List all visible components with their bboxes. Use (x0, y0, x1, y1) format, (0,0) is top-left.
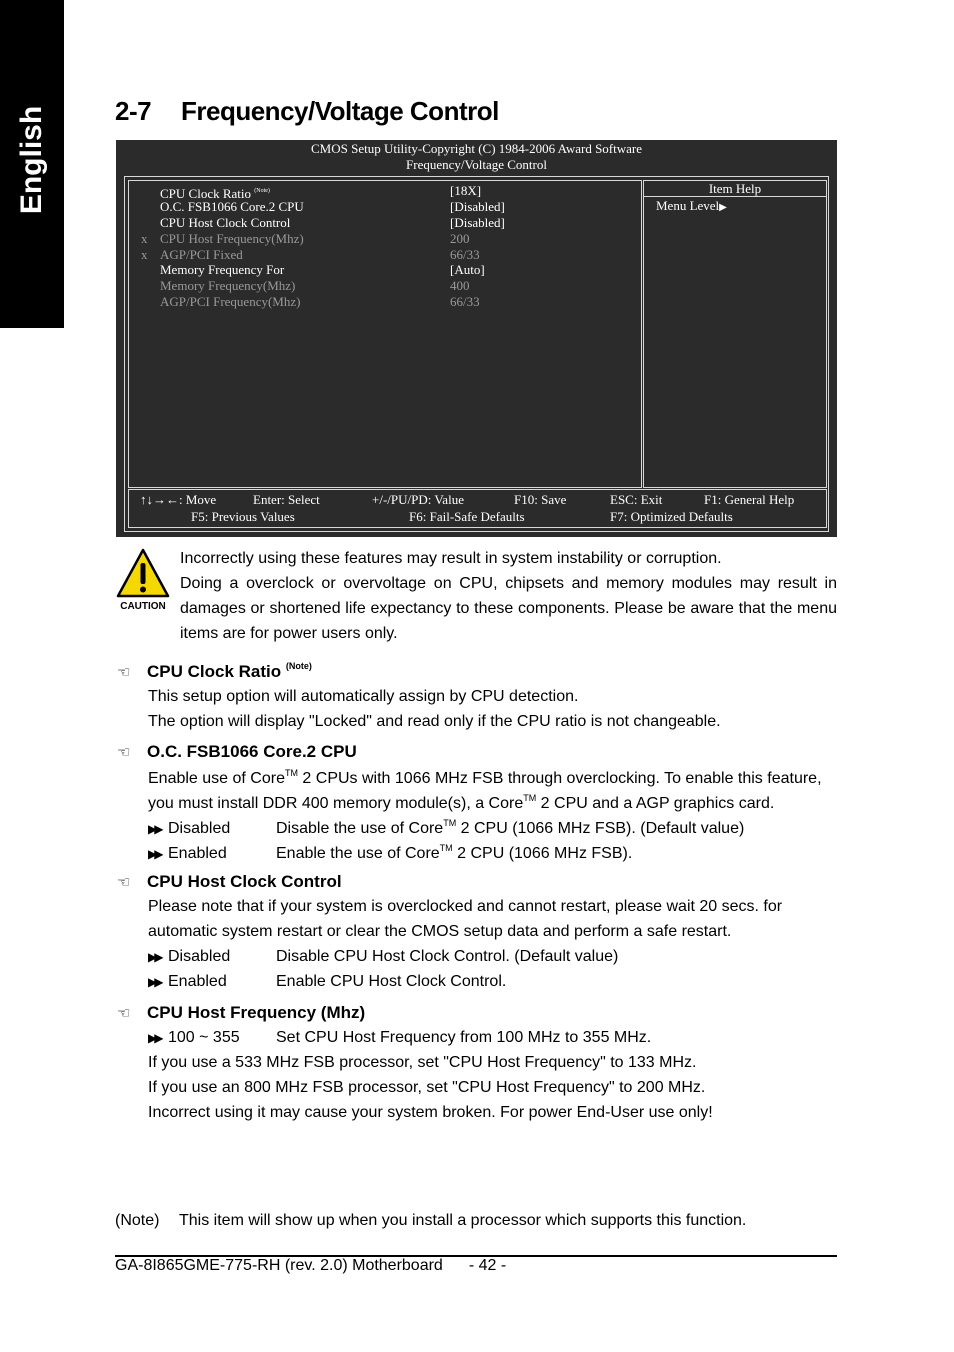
key-optimized: F7: Optimized Defaults (610, 509, 733, 524)
pointing-hand-icon: ☜ (117, 664, 131, 681)
double-arrow-icon: ▶▶ (148, 975, 161, 989)
pointing-hand-icon: ☜ (117, 744, 131, 761)
paragraph-line: If you use a 533 MHz FSB processor, set "CPU Host Frequency" to 133 MHz. (148, 1054, 697, 1071)
key-previous-values: F5: Previous Values (191, 509, 295, 524)
option-range: ▶▶ 100 ~ 355 Set CPU Host Frequency from 100 MHz to 355 MHz. (148, 1029, 652, 1046)
bios-header (116, 140, 837, 173)
bios-settings-panel: CPU Clock Ratio $^{(Note)}$ [18X] O.C. FSB1066 Core.2 CPU [Disabled] CPU Host Clock Control [Disabled] x CPU Host Frequency(Mhz) 200 x AGP/PCI Fixed 66/33 Memory Frequency For [Auto] Memory Frequency(Mhz) 400 AGP/PCI Frequency(Mhz) 66/33 (128, 180, 642, 488)
triangle-right-icon: ▶ (719, 202, 727, 213)
bios-value[interactable]: [Disabled] (450, 199, 505, 214)
section-name: Frequency/Voltage Control (181, 96, 499, 126)
language-tab-label: English (15, 105, 48, 215)
paragraph-line: If you use an 800 MHz FSB processor, set "CPU Host Frequency" to 200 MHz. (148, 1079, 706, 1096)
footer-model: GA-8I865GME-775-RH (rev. 2.0) Motherboard (115, 1257, 443, 1274)
page-number: - 42 - (468, 1257, 507, 1274)
bios-value: 66/33 (450, 247, 480, 262)
double-arrow-icon: ▶▶ (148, 822, 161, 836)
pointing-hand-icon: ☜ (117, 1005, 131, 1022)
bios-value[interactable]: [18X] (450, 183, 482, 198)
bios-help-panel (643, 180, 827, 488)
key-move: ↑↓→←: Move (140, 492, 217, 507)
help-menu-level: Menu Level▶ (656, 198, 727, 213)
heading-oc-fsb1066: ☜ O.C. FSB1066 Core.2 CPU (117, 742, 357, 761)
caution-icon (114, 546, 172, 614)
double-arrow-icon: ▶▶ (148, 1031, 161, 1045)
bios-value: 400 (450, 278, 470, 293)
heading-cpu-host-frequency: ☜ CPU Host Frequency (Mhz) (117, 1003, 366, 1022)
page-footer (115, 1257, 506, 1275)
key-value: +/-/PU/PD: Value (372, 492, 464, 507)
option-enabled: ▶▶ Enabled Enable CPU Host Clock Control. (148, 973, 507, 990)
double-arrow-icon: ▶▶ (148, 847, 161, 861)
pointing-hand-icon: ☜ (117, 874, 131, 891)
bios-value[interactable]: [Disabled] (450, 215, 505, 230)
key-fail-safe: F6: Fail-Safe Defaults (409, 509, 525, 524)
heading-cpu-clock-ratio: ☜ CPU Clock Ratio $^{(Note)}$ (117, 661, 312, 681)
paragraph-line: This setup option will automatically assign by CPU detection. (148, 688, 579, 705)
option-enabled: ▶▶ Enabled Enable the use of Core™ 2 CPU (1066 MHz FSB). (148, 843, 633, 862)
paragraph-line: Enable use of Core™ 2 CPUs with 1066 MHz FSB through overclocking. To enable this feature, (148, 768, 822, 787)
footnote (115, 1212, 746, 1230)
caution-paragraph: Doing a overclock or overvoltage on CPU, chipsets and memory modules may result in damages or shortened life expectancy to these components. Please be aware that the menu items are for power users only. (180, 575, 837, 642)
key-help: F1: General Help (704, 492, 795, 507)
paragraph-line: Incorrect using it may cause your system broken. For power End-User use only! (148, 1104, 713, 1121)
footnote-text: This item will show up when you install a processor which supports this function. (179, 1212, 747, 1229)
section-title (115, 96, 499, 127)
language-tab (0, 0, 64, 328)
paragraph-line: Please note that if your system is overclocked and cannot restart, please wait 20 secs. for (148, 898, 783, 915)
heading-cpu-host-clock-control: ☜ CPU Host Clock Control (117, 872, 342, 891)
bios-copyright: CMOS Setup Utility-Copyright (C) 1984-2006 Award Software (310, 141, 642, 156)
help-title: Item Help (644, 181, 826, 197)
footnote-label: (Note) (115, 1212, 160, 1229)
key-save: F10: Save (514, 492, 567, 507)
bios-value: 66/33 (450, 294, 480, 309)
bios-screen (116, 140, 837, 537)
bios-frame (124, 176, 829, 532)
option-disabled: ▶▶ Disabled Disable CPU Host Clock Control. (Default value) (148, 948, 619, 965)
key-exit: ESC: Exit (610, 492, 663, 507)
paragraph-line: automatic system restart or clear the CMOS setup data and perform a safe restart. (148, 923, 732, 940)
option-disabled: ▶▶ Disabled Disable the use of Core™ 2 CPU (1066 MHz FSB). (Default value) (148, 818, 745, 837)
double-arrow-icon: ▶▶ (148, 950, 161, 964)
bios-menu-title: Frequency/Voltage Control (406, 157, 547, 172)
bios-value: 200 (450, 231, 470, 246)
bios-value[interactable]: [Auto] (450, 262, 485, 277)
caution-text (180, 546, 837, 646)
caution-label: CAUTION (120, 601, 166, 612)
paragraph-line: you must install DDR 400 memory module(s), a Core™ 2 CPU and a AGP graphics card. (148, 793, 775, 812)
key-select: Enter: Select (253, 492, 320, 507)
caution-line: Incorrectly using these features may result in system instability or corruption. (180, 550, 722, 567)
bios-key-legend (128, 489, 827, 528)
paragraph-line: The option will display "Locked" and read only if the CPU ratio is not changeable. (148, 713, 721, 730)
section-number: 2-7 (115, 96, 152, 126)
